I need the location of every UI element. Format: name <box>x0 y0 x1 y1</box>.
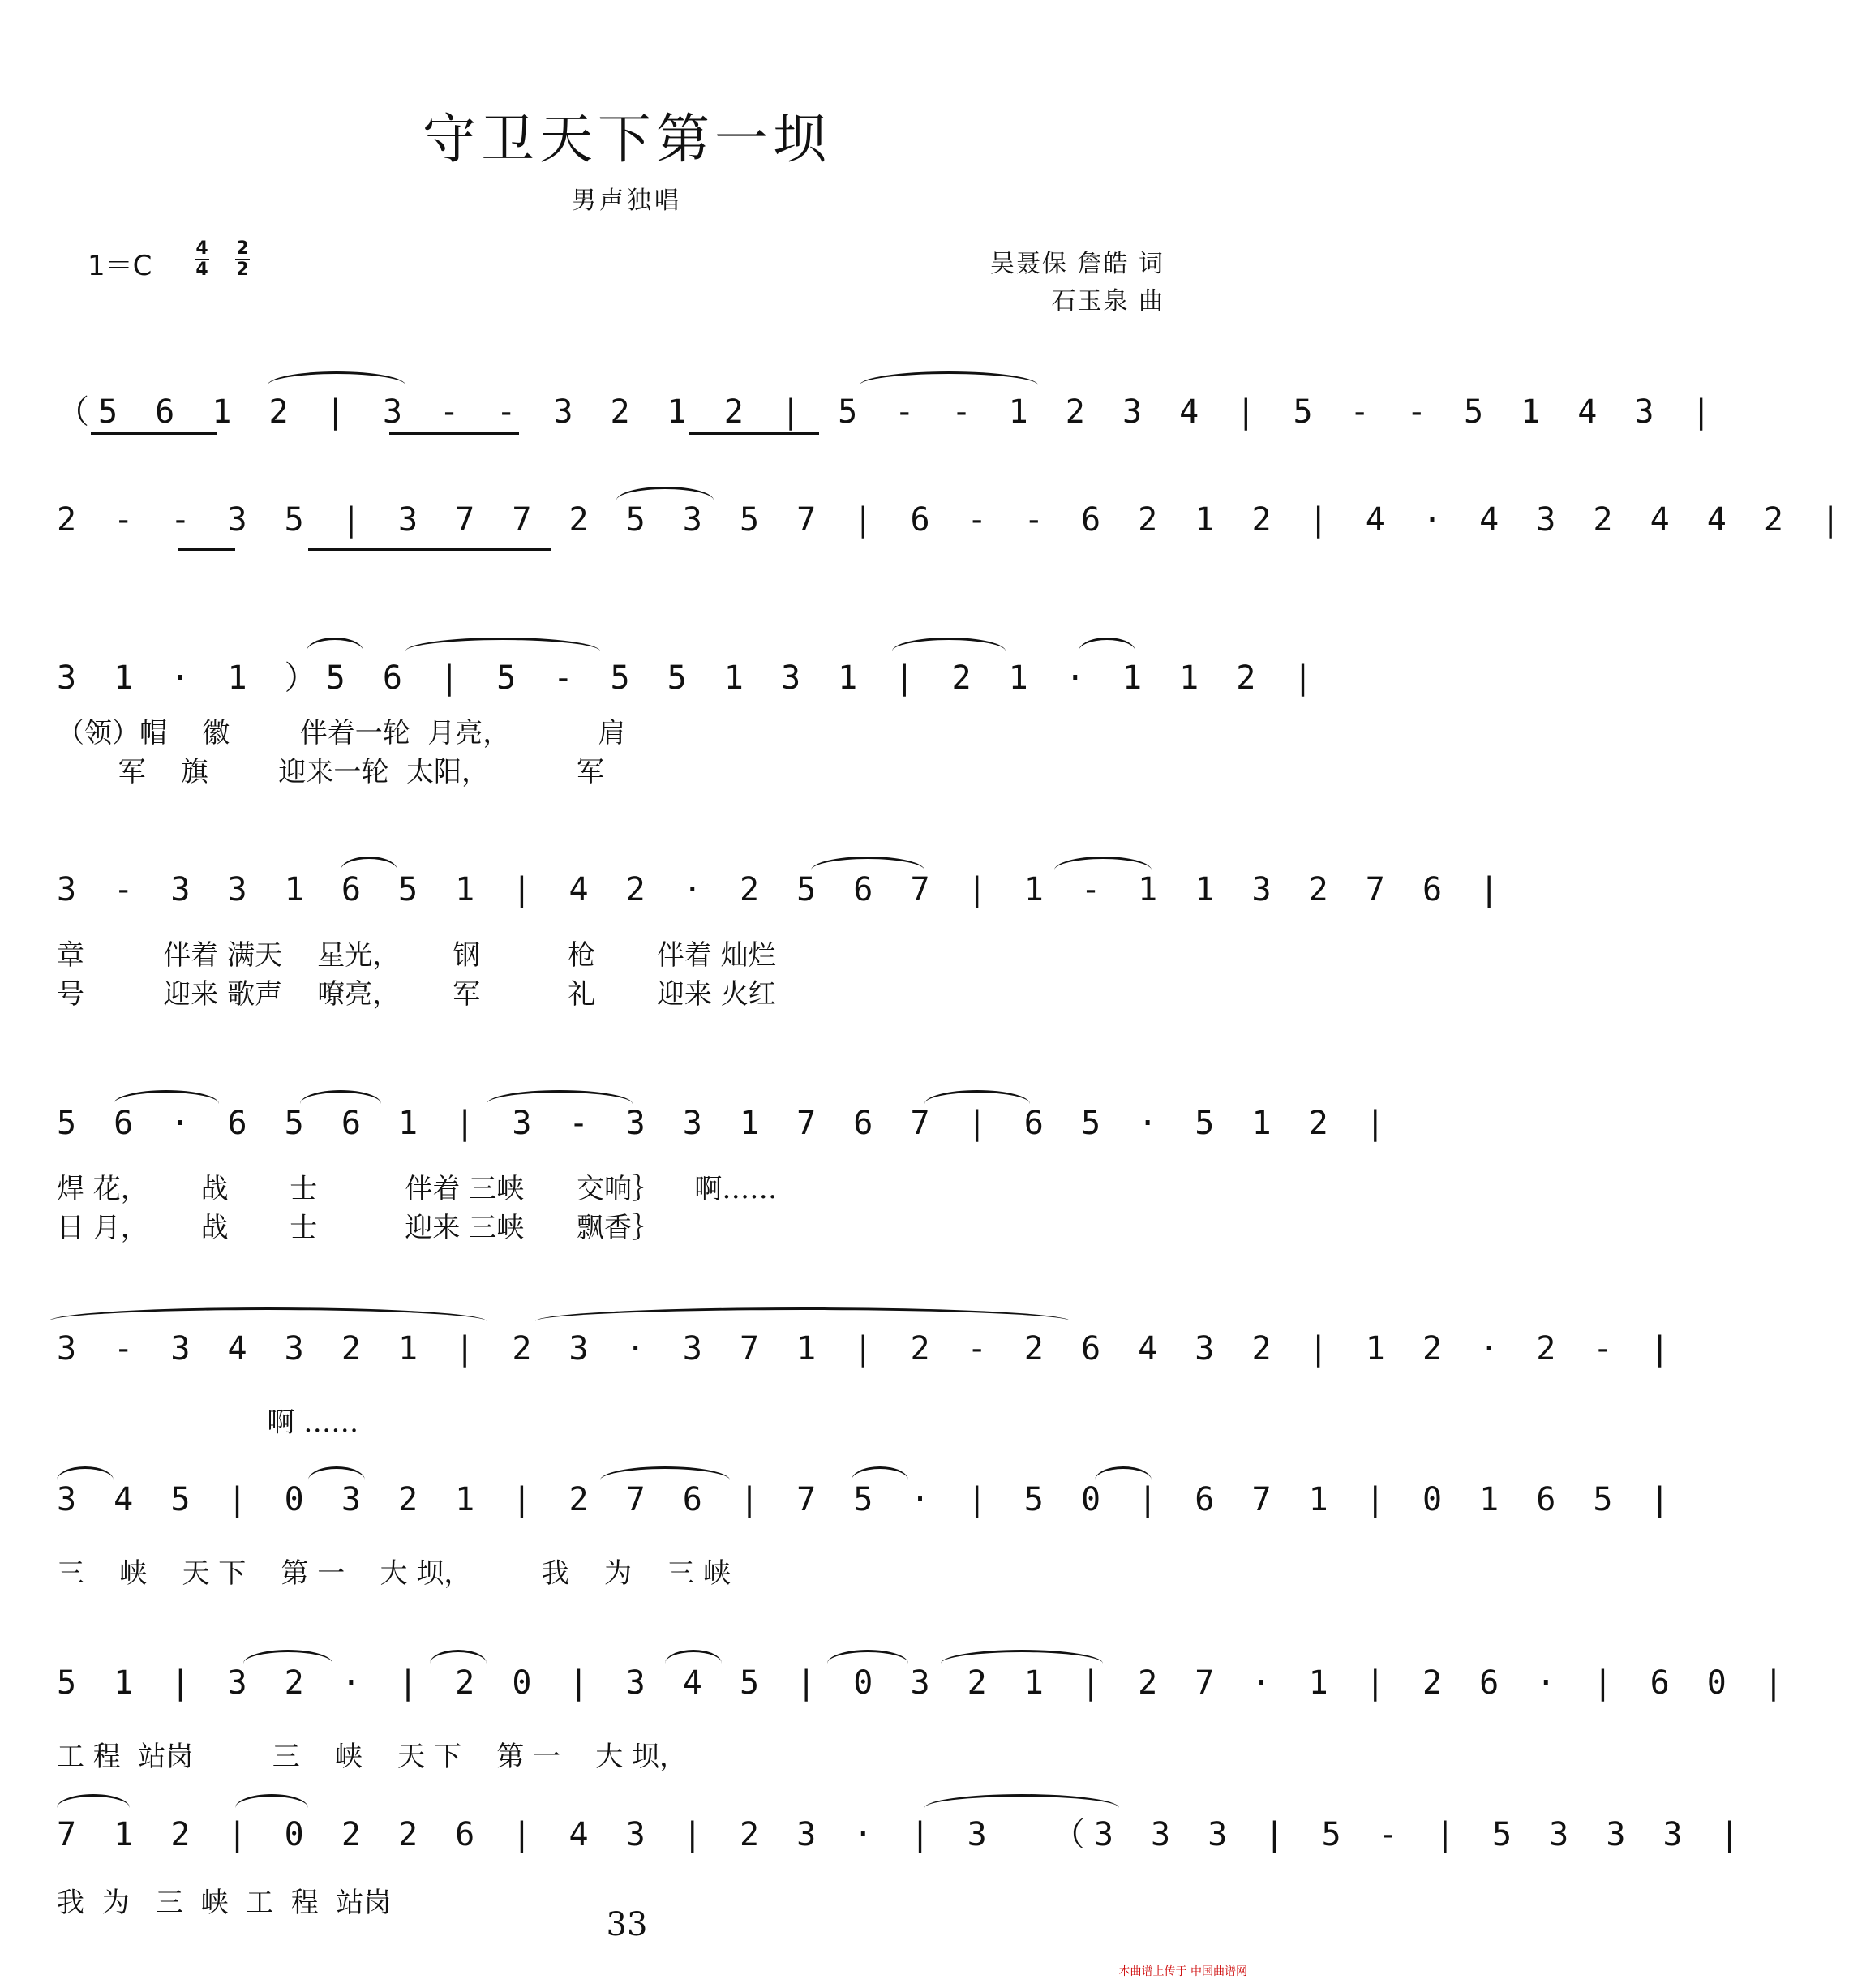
notation-line-9: 7 1 2 | 0 2 2 6 | 4 3 | 2 3 · | 3 （3 3 3 | 5 - | 5 3 3 3 | <box>57 1816 1748 1853</box>
slur <box>300 1090 381 1104</box>
slur <box>852 1466 908 1480</box>
lyrics-verse-1: 章 伴着 满天 星光， 钢 枪 伴着 灿烂 <box>57 939 776 972</box>
slur <box>924 1794 1119 1808</box>
lyrics-verse-2: 日 月， 战 士 迎来 三峡 飘香｝ <box>57 1212 660 1244</box>
slur <box>487 1090 633 1104</box>
notation-line-8: 5 1 | 3 2 · | 2 0 | 3 4 5 | 0 3 2 1 | 2 7 · 1 | 2 6 · | 6 0 | <box>57 1664 1793 1702</box>
song-title: 守卫天下第一坝 <box>423 108 831 170</box>
notation-line-4: 3 - 3 3 1 6 5 1 | 4 2 · 2 5 6 7 | 1 - 1 1 3 2 7 6 | <box>57 871 1508 908</box>
lyrics-line: 我 为 三 峡 工 程 站岗 <box>57 1887 392 1919</box>
time-sig-bottom: 4 <box>195 260 208 280</box>
lyrics-line: 啊 …… <box>57 1406 359 1439</box>
lyrics-line: 三 峡 天 下 第 一 大 坝， 我 为 三 峡 <box>57 1557 731 1590</box>
beam-underline <box>178 548 235 551</box>
beam-underline <box>91 432 217 435</box>
lyrics-verse-2: 号 迎来 歌声 嘹亮， 军 礼 迎来 火红 <box>57 978 776 1011</box>
slur <box>235 1794 308 1808</box>
slur <box>827 1650 908 1664</box>
slur <box>616 487 714 500</box>
notation-line-1: （5 6 1 2 | 3 - - 3 2 1 2 | 5 - - 1 2 3 4 | 5 - - 5 1 4 3 | <box>57 393 1720 431</box>
slur <box>892 638 1006 651</box>
slur <box>268 371 405 385</box>
time-sig-bottom: 2 <box>236 260 249 280</box>
lyrics-verse-1: 焊 花， 战 士 伴着 三峡 交响｝ 啊…… <box>57 1173 778 1205</box>
time-signature-4-4 <box>195 240 209 279</box>
slur <box>57 1466 114 1480</box>
slur <box>114 1090 219 1104</box>
lyrics-verse-1: （领）帽 徽 伴着一轮 月亮， 肩 <box>57 717 626 749</box>
page-number: 33 <box>606 1906 648 1943</box>
slur <box>941 1650 1103 1664</box>
key-signature: 1＝C <box>88 250 152 282</box>
time-sig-top: 2 <box>236 238 249 259</box>
composer-credit: 石玉泉 曲 <box>1051 287 1165 316</box>
beam-underline <box>308 548 551 551</box>
notation-line-5: 5 6 · 6 5 6 1 | 3 - 3 3 1 7 6 7 | 6 5 · 5 1 2 | <box>57 1105 1394 1142</box>
lyricist-credit: 吴聂保 詹皓 词 <box>989 250 1165 278</box>
slur <box>1079 638 1135 651</box>
slur <box>430 1650 487 1664</box>
slur <box>860 371 1038 385</box>
notation-line-2: 2 - - 3 5 | 3 7 7 2 5 3 5 7 | 6 - - 6 2 1 2 | 4 · 4 3 2 4 4 2 | <box>57 501 1849 539</box>
notation-line-3: 3 1 · 1 ）5 6 | 5 - 5 5 1 3 1 | 2 1 · 1 1 2 | <box>57 659 1322 697</box>
slur <box>665 1650 722 1664</box>
slur <box>535 1307 1070 1321</box>
lyrics-verse-2: 军 旗 迎来一轮 太阳， 军 <box>57 756 605 788</box>
slur <box>811 857 924 870</box>
time-sig-top: 4 <box>195 238 208 259</box>
slur <box>308 1466 365 1480</box>
slur <box>924 1090 1030 1104</box>
time-signature-2-4 <box>235 240 250 279</box>
beam-underline <box>689 432 819 435</box>
slur <box>405 638 600 651</box>
slur <box>1095 1466 1152 1480</box>
slur <box>600 1466 730 1480</box>
slur <box>307 638 363 651</box>
beam-underline <box>389 432 519 435</box>
slur <box>57 1794 130 1808</box>
upload-footer: 本曲谱上传于 中国曲谱网 <box>1118 1965 1247 1978</box>
notation-line-7: 3 4 5 | 0 3 2 1 | 2 7 6 | 7 5 · | 5 0 | 6 7 1 | 0 1 6 5 | <box>57 1481 1679 1518</box>
notation-line-6: 3 - 3 4 3 2 1 | 2 3 · 3 7 1 | 2 - 2 6 4 3 2 | 1 2 · 2 - | <box>57 1330 1679 1368</box>
slur <box>49 1307 487 1321</box>
slur <box>341 857 397 870</box>
slur <box>1054 857 1152 870</box>
performance-type: 男声独唱 <box>572 187 682 215</box>
lyrics-line: 工 程 站岗 三 峡 天 下 第 一 大 坝， <box>57 1741 688 1773</box>
slur <box>243 1650 332 1664</box>
